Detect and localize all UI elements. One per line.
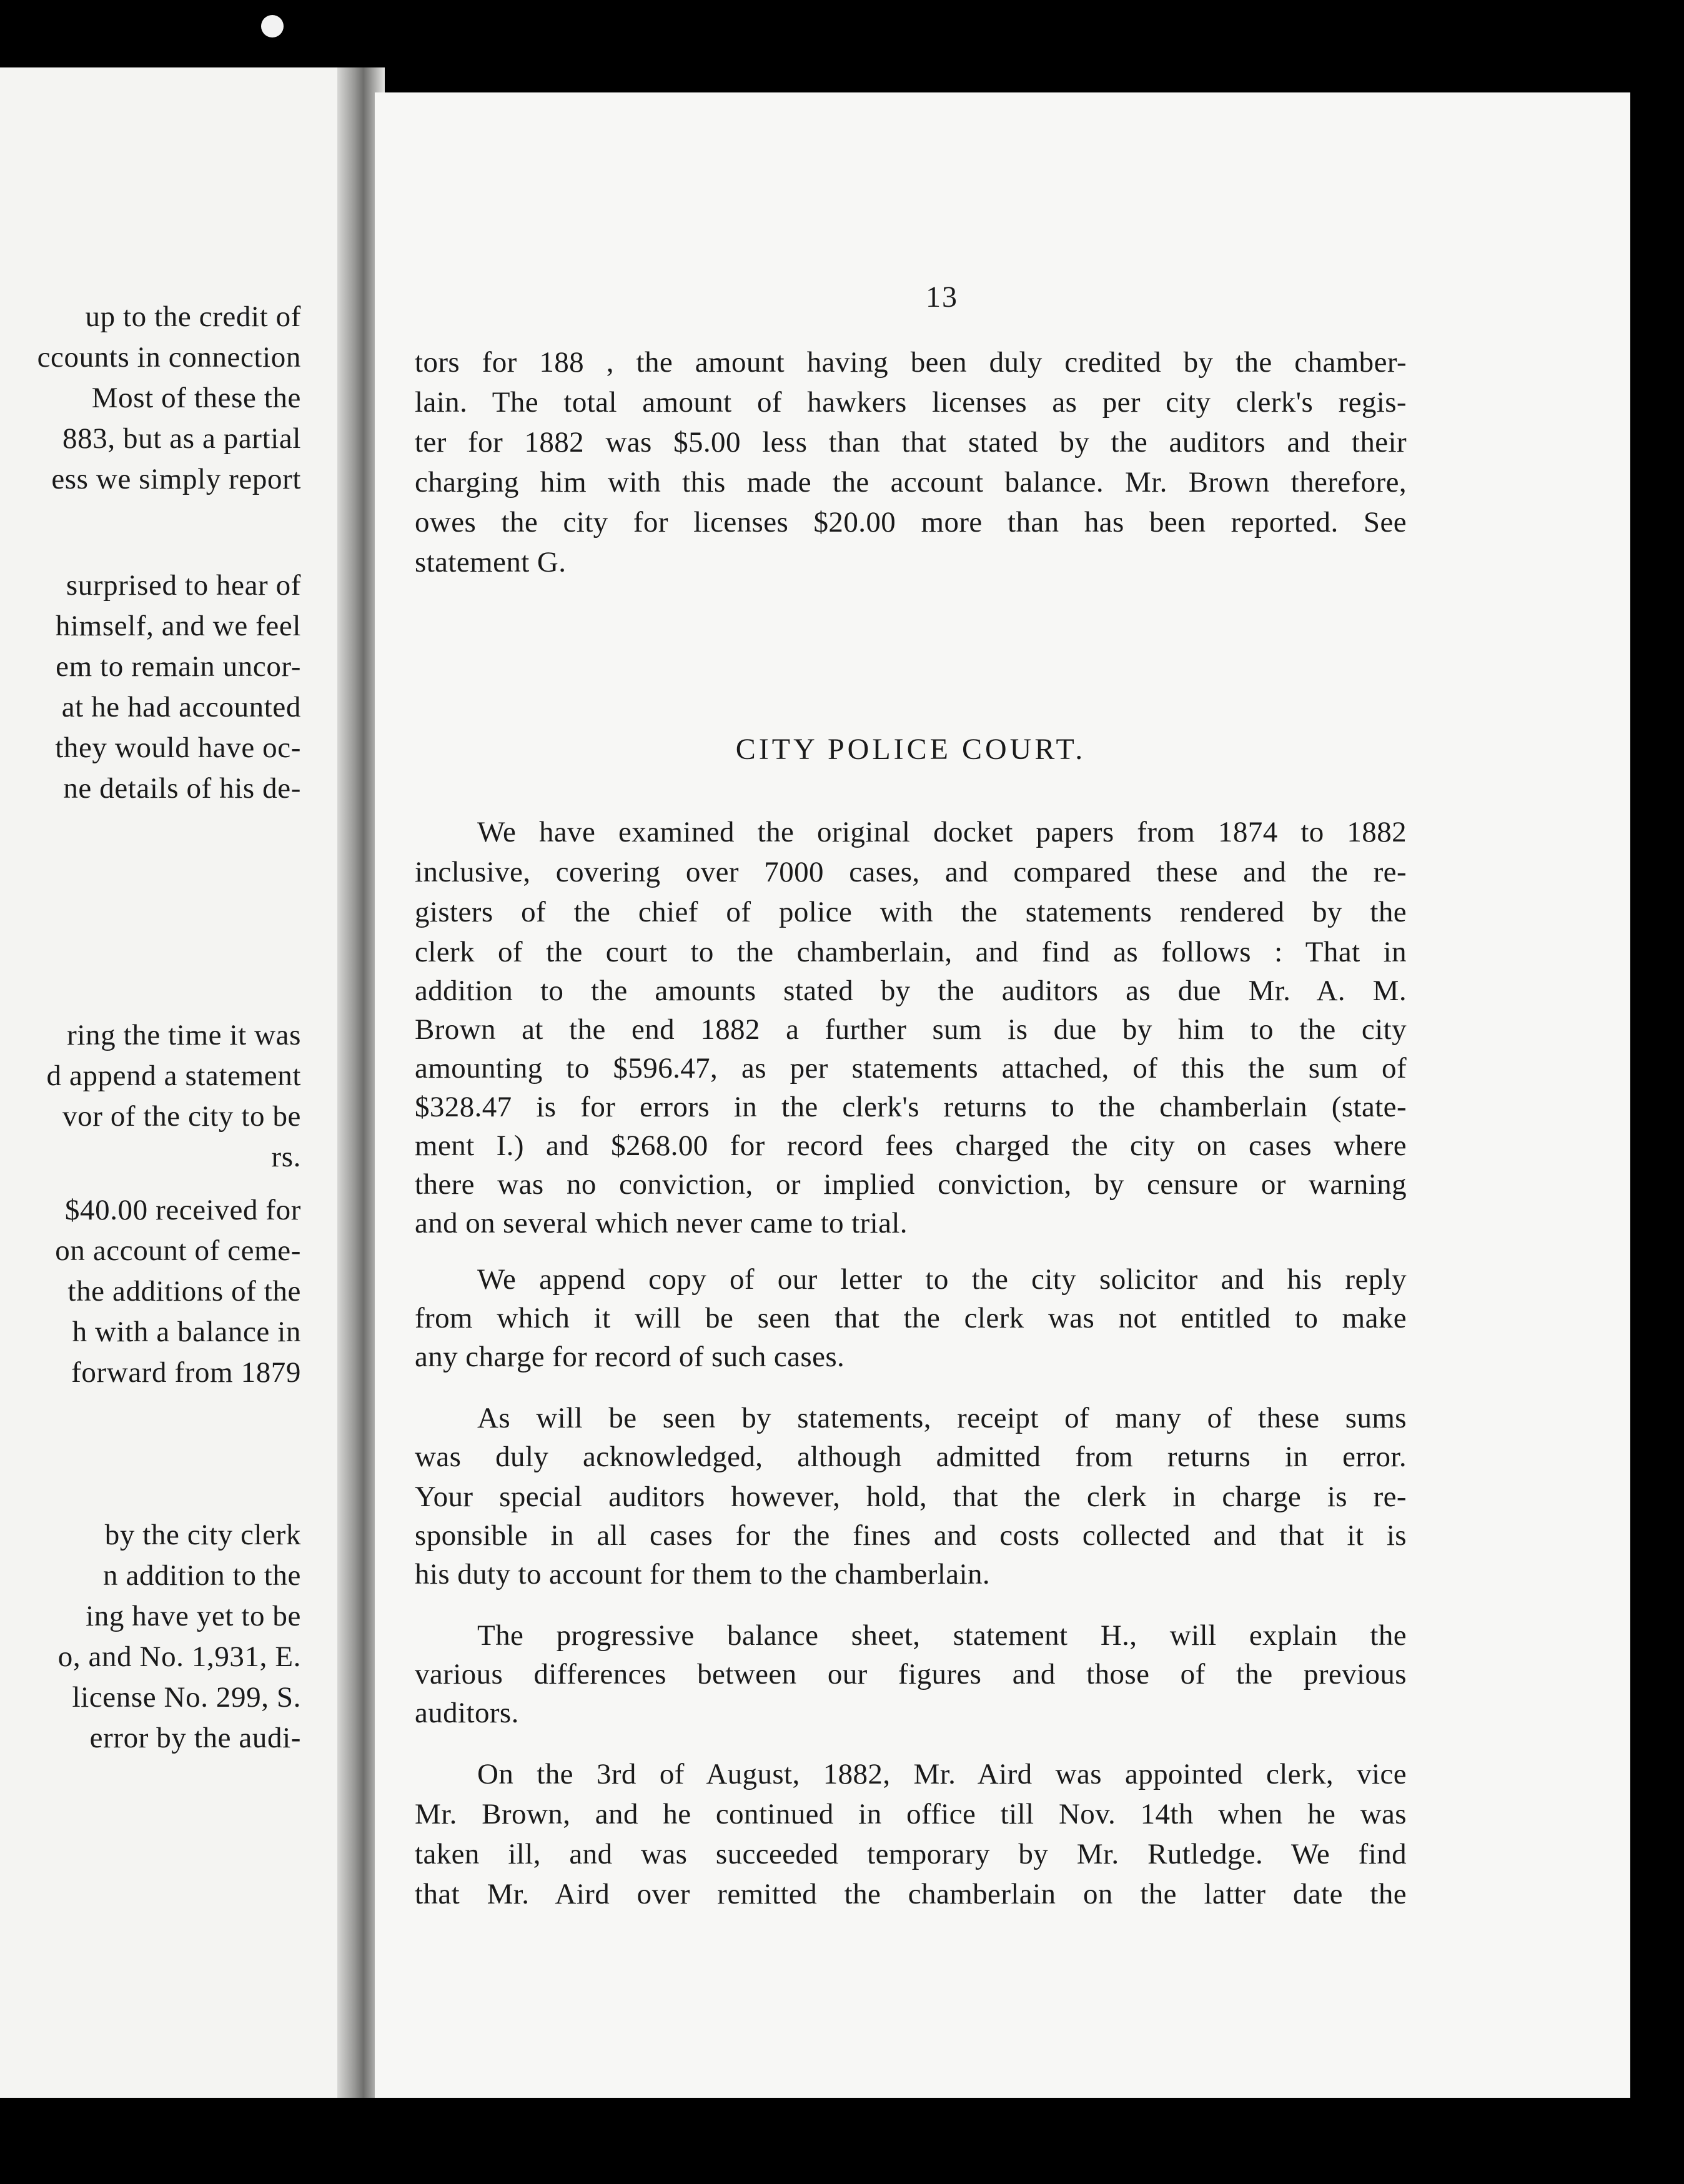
left-page-line: ess we simply report: [51, 463, 301, 495]
left-page-line: ing have yet to be: [86, 1600, 301, 1632]
body-line: inclusive, covering over 7000 cases, and compared these and the re-: [415, 856, 1407, 888]
left-page: [0, 67, 350, 2098]
left-page-line: by the city clerk: [104, 1519, 301, 1551]
body-line: gisters of the chief of police with the statements rendered by the: [415, 896, 1407, 928]
left-page-line: vor of the city to be: [62, 1100, 301, 1133]
body-line: clerk of the court to the chamberlain, and find as follows : That in: [415, 936, 1407, 968]
body-line: ment I.) and $268.00 for record fees charged the city on cases where: [415, 1129, 1407, 1162]
right-page: [375, 92, 1630, 2098]
left-page-line: license No. 299, S.: [72, 1681, 301, 1714]
left-page-line: Most of these the: [91, 382, 301, 414]
body-line: tors for 188 , the amount having been duly credited by the chamber-: [415, 346, 1407, 379]
left-page-line: d append a statement: [46, 1060, 301, 1092]
body-line: We append copy of our letter to the city solicitor and his reply: [477, 1263, 1407, 1296]
body-line: statement G.: [415, 546, 567, 578]
left-page-line: himself, and we feel: [55, 610, 301, 642]
left-page-line: rs.: [271, 1141, 301, 1173]
scan-artifact-dot: [261, 15, 284, 37]
left-page-line: ne details of his de-: [63, 772, 301, 805]
left-page-line: ring the time it was: [67, 1019, 301, 1051]
left-page-line: error by the audi-: [89, 1722, 301, 1754]
left-page-line: on account of ceme-: [55, 1234, 301, 1267]
body-line: from which it will be seen that the clerk was not entitled to make: [415, 1302, 1407, 1334]
left-page-line: ccounts in connection: [37, 341, 301, 374]
left-page-line: at he had accounted: [61, 691, 301, 723]
left-page-line: up to the credit of: [85, 300, 301, 333]
body-line: that Mr. Aird over remitted the chamberlain on the latter date the: [415, 1878, 1407, 1910]
body-line: various differences between our figures and those of the previous: [415, 1658, 1407, 1690]
left-page-line: surprised to hear of: [66, 569, 301, 602]
left-page-line: o, and No. 1,931, E.: [57, 1640, 301, 1673]
body-line: Mr. Brown, and he continued in office till Nov. 14th when he was: [415, 1798, 1407, 1830]
body-line: $328.47 is for errors in the clerk's returns to the chamberlain (state-: [415, 1091, 1407, 1123]
left-page-line: $40.00 received for: [64, 1194, 301, 1226]
left-page-line: the additions of the: [67, 1275, 301, 1308]
page-number: 13: [926, 280, 958, 314]
body-line: lain. The total amount of hawkers licenses as per city clerk's regis-: [415, 386, 1407, 419]
body-line: his duty to account for them to the chamberlain.: [415, 1558, 991, 1591]
left-page-line: 883, but as a partial: [62, 422, 301, 455]
body-line: taken ill, and was succeeded temporary by Mr. Rutledge. We find: [415, 1838, 1407, 1870]
body-line: any charge for record of such cases.: [415, 1341, 845, 1373]
body-line: As will be seen by statements, receipt of many of these sums: [477, 1402, 1407, 1434]
body-line: ter for 1882 was $5.00 less than that stated by the auditors and their: [415, 426, 1407, 459]
body-line: charging him with this made the account balance. Mr. Brown therefore,: [415, 466, 1407, 499]
body-line: sponsible in all cases for the fines and costs collected and that it is: [415, 1519, 1407, 1552]
left-page-line: forward from 1879: [71, 1356, 301, 1389]
body-line: there was no conviction, or implied conviction, by censure or warning: [415, 1168, 1407, 1201]
body-line: On the 3rd of August, 1882, Mr. Aird was appointed clerk, vice: [477, 1758, 1407, 1790]
body-line: was duly acknowledged, although admitted from returns in error.: [415, 1441, 1407, 1473]
left-page-line: h with a balance in: [72, 1316, 301, 1348]
body-line: auditors.: [415, 1697, 519, 1729]
left-page-line: n addition to the: [103, 1559, 301, 1592]
body-line: Brown at the end 1882 a further sum is due by him to the city: [415, 1013, 1407, 1046]
body-line: The progressive balance sheet, statement H., will explain the: [477, 1619, 1407, 1652]
left-page-line: they would have oc-: [55, 732, 301, 764]
body-line: and on several which never came to trial.: [415, 1207, 908, 1239]
body-line: amounting to $596.47, as per statements attached, of this the sum of: [415, 1052, 1407, 1085]
body-line: owes the city for licenses $20.00 more than has been reported. See: [415, 506, 1407, 539]
section-heading: CITY POLICE COURT.: [735, 733, 1086, 766]
body-line: addition to the amounts stated by the auditors as due Mr. A. M.: [415, 975, 1407, 1007]
left-page-line: em to remain uncor-: [56, 650, 301, 683]
body-line: Your special auditors however, hold, that the clerk in charge is re-: [415, 1481, 1407, 1513]
body-line: We have examined the original docket papers from 1874 to 1882: [477, 816, 1407, 848]
